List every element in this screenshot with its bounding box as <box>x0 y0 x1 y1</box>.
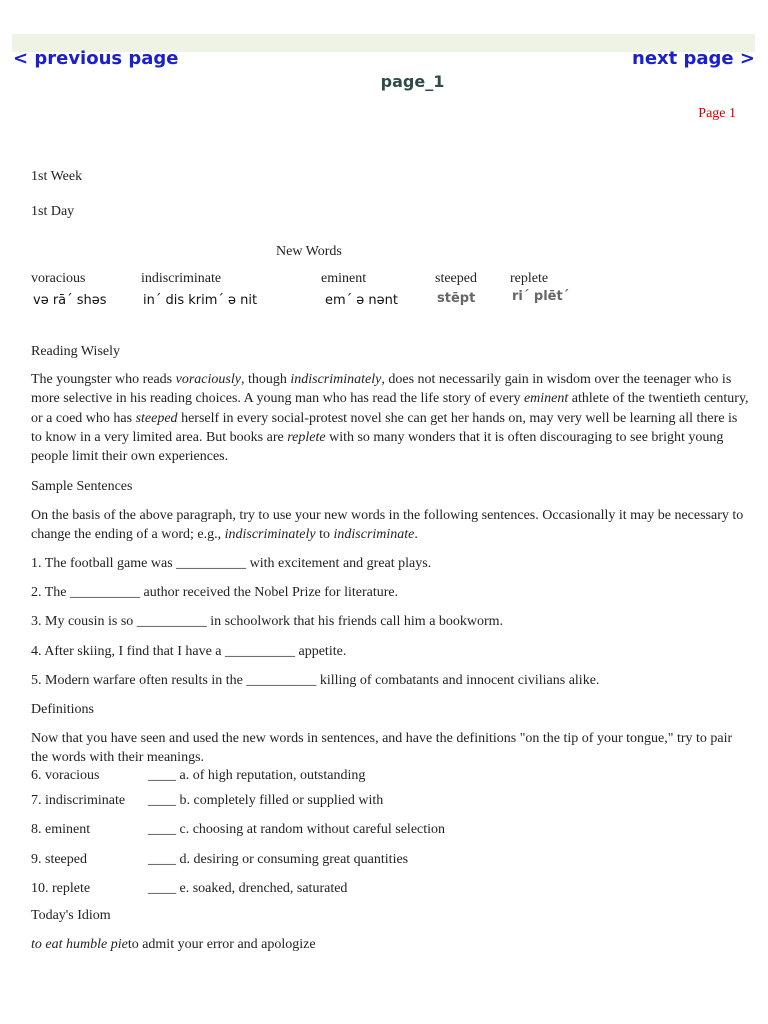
definitions-intro: Now that you have seen and used the new words in sentences, and have the definitions "on the tip of your tongue," try to pair the words with their meanings. <box>31 731 733 766</box>
idiom-line <box>31 935 316 954</box>
sample-sentence-5: 5. Modern warfare often results in the __________ killing of combatants and innocent civilians alike. <box>31 673 600 688</box>
sample-sentence-4: 4. After skiing, I find that I have a __________ appetite. <box>31 644 347 659</box>
def-word-10: 10. replete <box>31 881 91 896</box>
next-page-link[interactable]: next page > <box>632 48 755 69</box>
sample-heading: Sample Sentences <box>31 479 133 494</box>
def-item-b: ____ b. completely filled or supplied with <box>148 793 384 808</box>
def-word-8: 8. eminent <box>31 822 91 837</box>
sample-sentence-3: 3. My cousin is so __________ in schoolwork that his friends call him a bookworm. <box>31 614 504 629</box>
pron-voracious: və rā´ shəs <box>33 293 107 308</box>
def-item-e: ____ e. soaked, drenched, saturated <box>148 881 348 896</box>
def-word-6: 6. voracious <box>31 768 100 783</box>
word-indiscriminate: indiscriminate <box>141 271 222 286</box>
reading-paragraph: The youngster who reads voraciously, though indiscriminately, does not necessarily gain in wisdom over the teenager who is more selective in his reading choices. A young man who has read the life story of every eminent athlete of the twentieth century, or a coed who has steeped herself in every social-protest novel she can get her hands on, may very well be learning all there is to know in a very limited area. But books are replete with so many wonders that it is often discouraging to see bright young people limit their own experiences. <box>31 372 749 465</box>
idiom-meaning: to admit your error and apologize <box>127 937 316 952</box>
word-replete: replete <box>510 271 549 286</box>
sample-sentence-1: 1. The football game was __________ with excitement and great plays. <box>31 556 432 571</box>
pron-replete: ri´ plēt´ <box>512 289 570 304</box>
idiom-phrase: to eat humble pie <box>31 937 128 952</box>
word-steeped: steeped <box>435 271 477 286</box>
def-item-a: ____ a. of high reputation, outstanding <box>148 768 366 783</box>
word-voracious: voracious <box>31 271 86 286</box>
idiom-heading: Today's Idiom <box>31 908 111 923</box>
day-label: 1st Day <box>31 204 75 219</box>
week-label: 1st Week <box>31 169 83 184</box>
def-item-d: ____ d. desiring or consuming great quantities <box>148 852 409 867</box>
reading-heading: Reading Wisely <box>31 344 120 359</box>
page-number: Page 1 <box>698 106 736 121</box>
page-title: page_1 <box>380 72 445 91</box>
def-word-7: 7. indiscriminate <box>31 793 126 808</box>
previous-page-link[interactable]: < previous page <box>13 48 179 69</box>
new-words-heading: New Words <box>276 244 342 259</box>
sample-intro: On the basis of the above paragraph, try to use your new words in the following sentences. Occasionally it may be necessary to change the ending of a word; e.g., indiscriminately to indiscriminate. <box>31 508 744 543</box>
definitions-heading: Definitions <box>31 702 94 717</box>
sample-sentence-2: 2. The __________ author received the Nobel Prize for literature. <box>31 585 399 600</box>
pron-eminent: em´ ə nənt <box>325 293 398 308</box>
pron-steeped: stēpt <box>437 291 476 306</box>
pron-indiscriminate: in´ dis krim´ ə nit <box>143 293 258 308</box>
word-eminent: eminent <box>321 271 367 286</box>
def-word-9: 9. steeped <box>31 852 87 867</box>
def-item-c: ____ c. choosing at random without careful selection <box>148 822 446 837</box>
